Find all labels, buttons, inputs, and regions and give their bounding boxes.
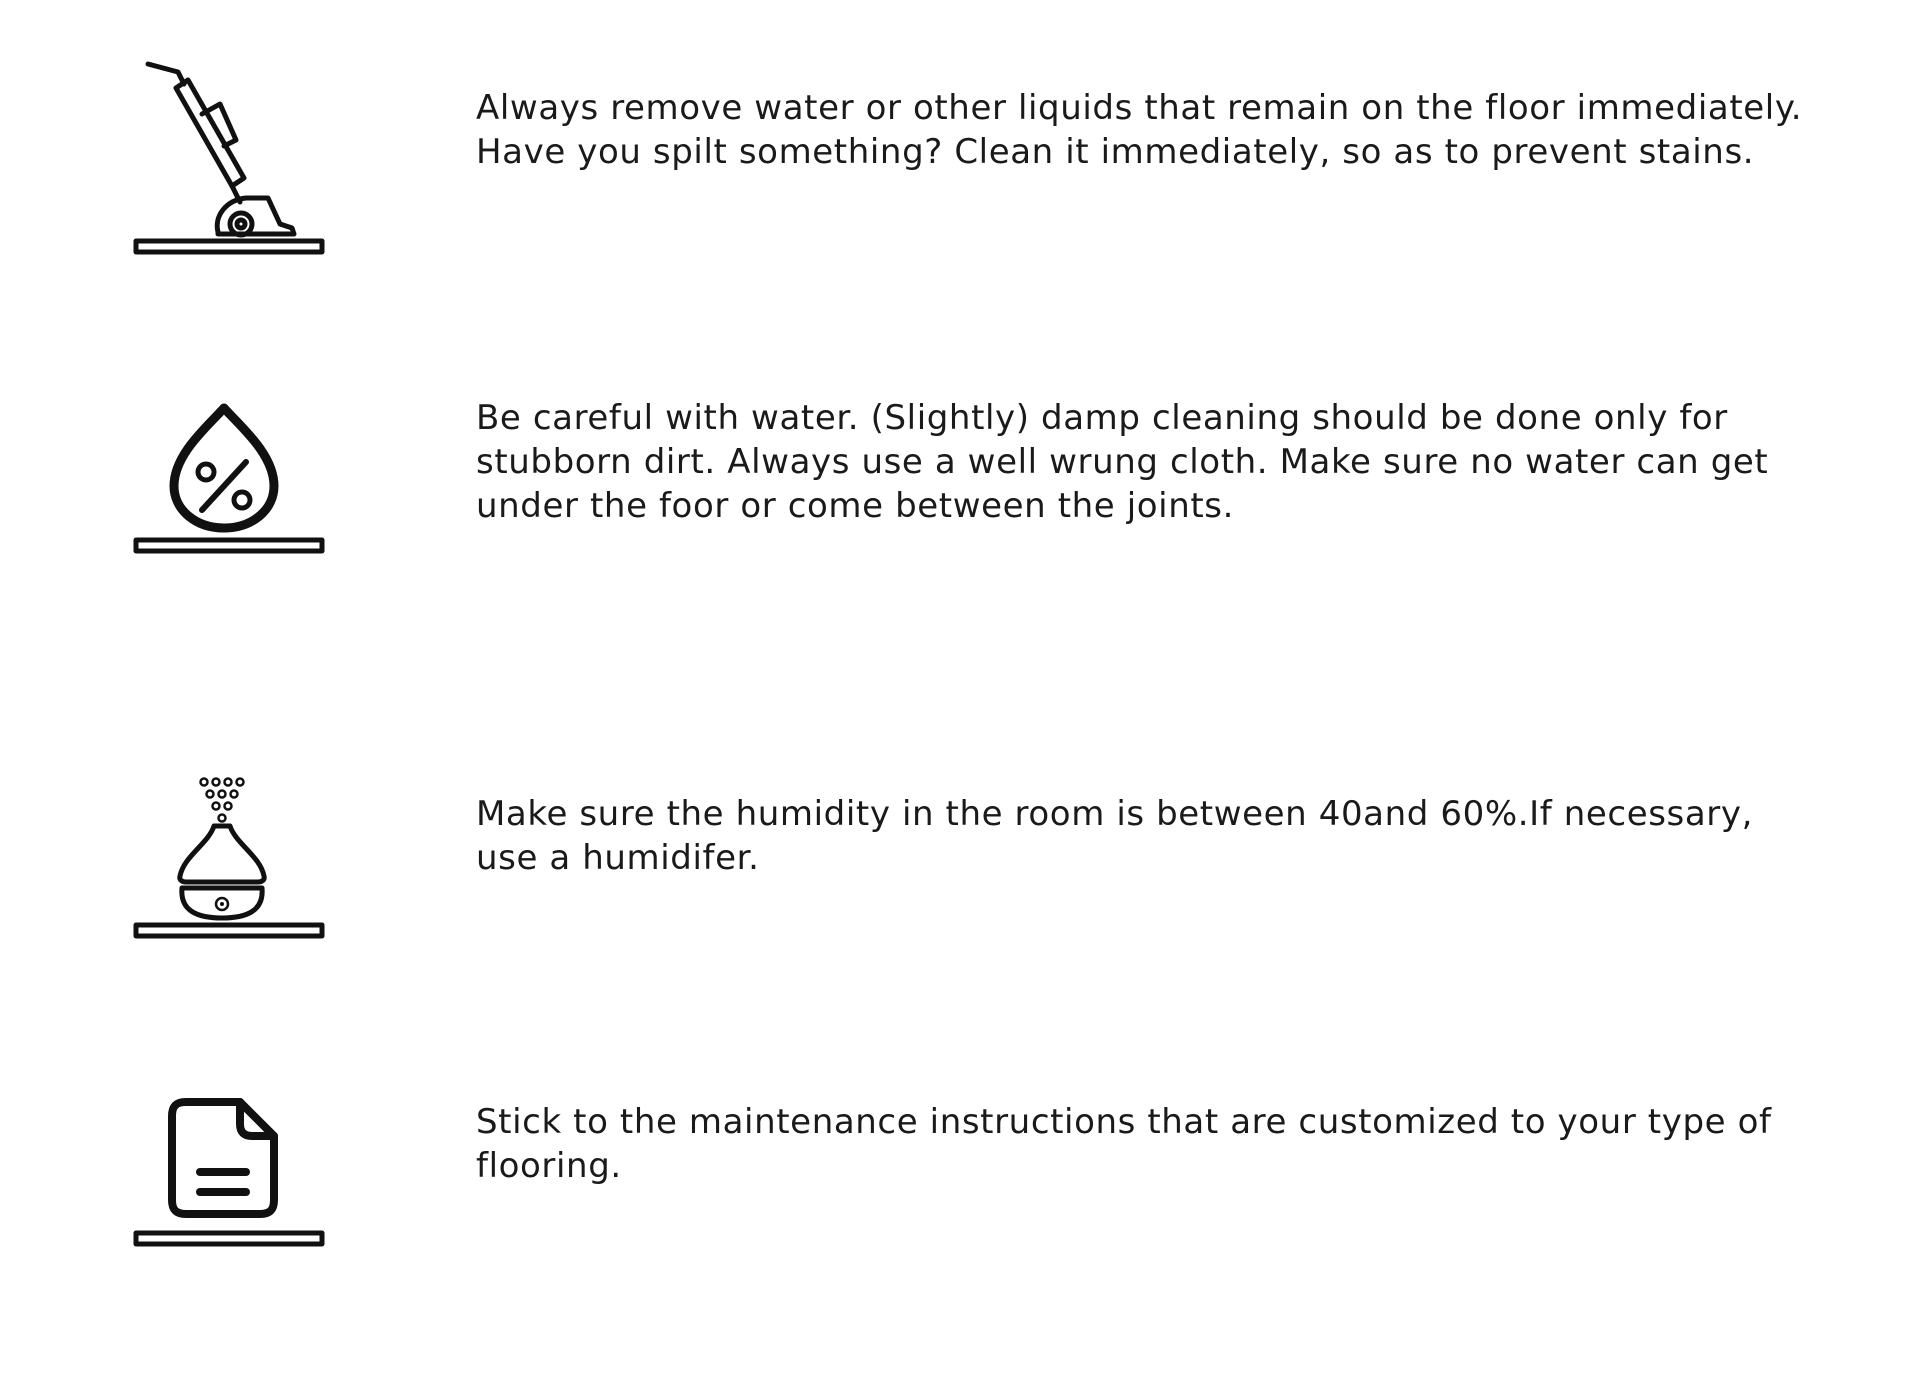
document-icon xyxy=(128,1082,328,1282)
tip-text: Make sure the humidity in the room is between 40and 60%.If necessary, use a humidifer. xyxy=(476,794,1753,878)
humidifier-icon xyxy=(128,762,328,962)
tip-text: Stick to the maintenance instructions that are customized to your type of flooring. xyxy=(476,1102,1772,1186)
vacuum-cleaner-icon xyxy=(128,56,328,256)
tip-text: Always remove water or other liquids that remain on the floor immediately. Have you spilt something? Clean it immediately, so as to prevent stains. xyxy=(476,88,1803,172)
water-drop-percent-icon xyxy=(128,390,328,590)
tip-text: Be careful with water. (Slightly) damp cleaning should be done only for stubborn dirt. Always use a well wrung cloth. Make sure no water can get under the foor or come between the joints. xyxy=(476,398,1769,526)
